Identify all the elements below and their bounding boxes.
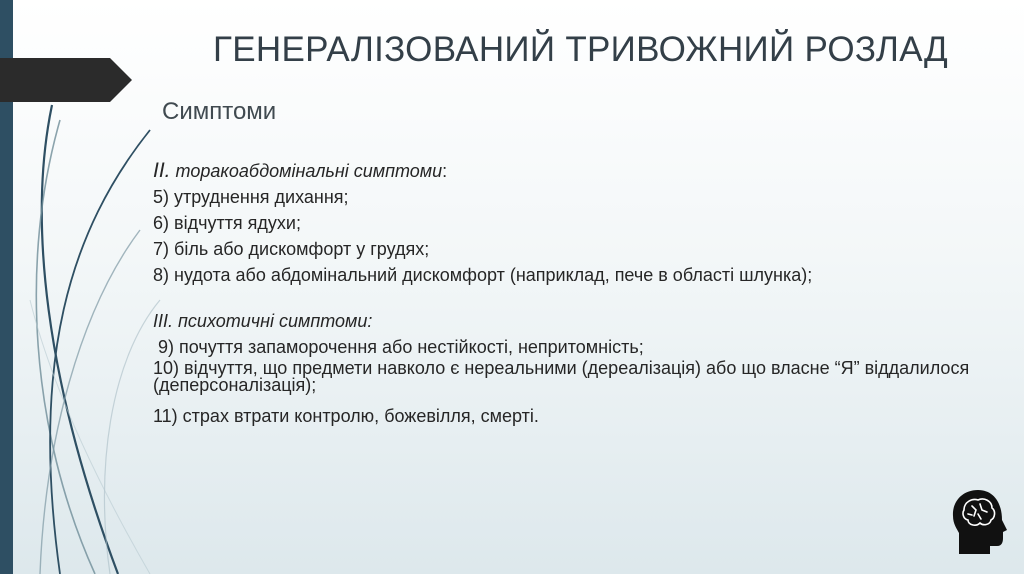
list-item: 7) біль або дискомфорт у грудях; <box>153 239 430 259</box>
list-item: 10) відчуття, що предмети навколо є нереальними (дереалізація) або що власне “Я” віддалилося (деперсоналізація); <box>153 358 970 395</box>
list-item: 6) відчуття ядухи; <box>153 213 301 233</box>
list-item: 8) нудота або абдомінальний дискомфорт (наприклад, пече в області шлунка); <box>153 265 813 285</box>
list-item: 9) почуття запаморочення або нестійкості, непритомність; <box>153 337 644 357</box>
section-heading-text: торакоабдомінальні симптоми <box>175 161 443 181</box>
head-brain-icon <box>950 488 1008 556</box>
list-item: 11) страх втрати контролю, божевілля, смерті. <box>153 406 539 426</box>
section-heading-suffix: : <box>442 161 448 181</box>
slide-subtitle: Симптоми <box>162 98 277 125</box>
section-heading-psychotic <box>153 308 1003 334</box>
list-item: 5) утруднення дихання; <box>153 187 349 207</box>
section-numeral: II. <box>153 159 171 182</box>
section-numeral: III. <box>153 311 174 331</box>
slide-title: ГЕНЕРАЛІЗОВАНИЙ ТРИВОЖНИЙ РОЗЛАД <box>213 30 949 69</box>
symptom-list <box>153 158 1003 429</box>
title-arrow-shape <box>0 58 132 102</box>
section-heading-thoracoabdominal <box>153 158 1003 184</box>
section-heading-text: психотичні симптоми: <box>178 311 373 331</box>
